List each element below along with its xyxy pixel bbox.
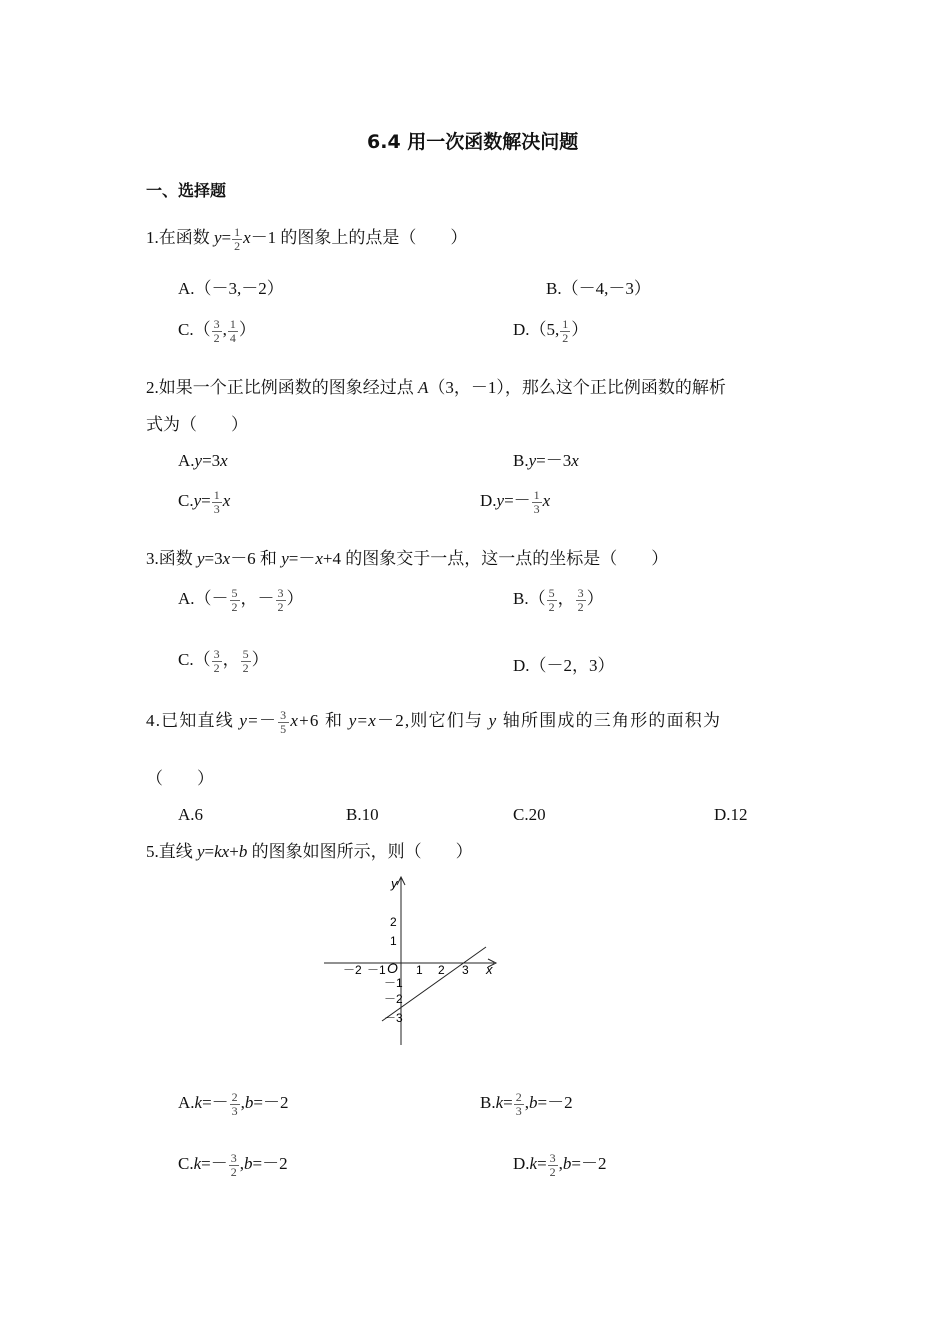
x-tick-label: 3 [462,963,469,977]
q3-option-b: B.（ $\frac{5}{2}$ ， $\frac{3}{2}$ ） [513,586,604,614]
q4-option-c: C.20 [513,805,546,824]
y-tick-label: 2 [390,915,397,929]
q1-option-c: C.（ $\frac{3}{2}$ , $\frac{1}{4}$ ） [178,317,256,345]
question-5-stem: 5.直线 y=kx+b 的图象如图所示，则（ ） [146,842,473,861]
q5-option-d: D.k= $\frac{3}{2}$ ,b=－2 [513,1151,607,1179]
q2-option-d: D.y=－ $\frac{1}{3}$ x [480,488,551,516]
q3-option-a: A.（－ $\frac{5}{2}$ ，－ $\frac{3}{2}$ ） [178,586,304,614]
q4-option-a: A.6 [178,805,204,824]
page-title: 6.4 用一次函数解决问题 [367,131,579,153]
y-tick-label: －1 [384,976,403,990]
question-4-stem-line2: （ ） [146,769,214,788]
x-axis-label: x [486,962,493,977]
question-2-stem: 2.如果一个正比例函数的图象经过点 A（3，－1），那么这个正比例函数的解析 [146,378,726,397]
x-tick-label: 2 [438,963,445,977]
x-tick-label: －2 [343,963,362,977]
question-2-stem-line2: 式为（ ） [146,415,248,434]
q2-option-b: B.y=－3x [513,451,579,470]
q5-option-b: B.k= $\frac{2}{3}$ ,b=－2 [480,1090,573,1118]
question-4-stem: 4.已知直线 y=－ $\frac{3}{5}$ x+6 和 y=x－2,则它们与 y 轴所围成的三角形的面积为 [146,708,722,736]
x-tick-label: －1 [367,963,386,977]
y-tick-label: 1 [390,934,397,948]
origin-label: O [387,960,398,976]
q3-option-d: D.（－2，3） [513,656,615,675]
q5-option-a: A.k=－ $\frac{2}{3}$ ,b=－2 [178,1090,289,1118]
q5-option-c: C.k=－ $\frac{3}{2}$ ,b=－2 [178,1151,288,1179]
q1-option-a: A.（－3,－2） [178,279,284,298]
q4-option-d: D.12 [714,805,748,824]
y-tick-label: －3 [384,1011,403,1025]
q1-option-b: B.（－4,－3） [546,279,651,298]
q2-option-c: C.y= $\frac{1}{3}$ x [178,488,231,516]
q3-option-c: C.（ $\frac{3}{2}$ ， $\frac{5}{2}$ ） [178,647,269,675]
y-axis-label: y [391,876,398,891]
fraction: $\frac{1}{2}$ [234,225,241,253]
section-heading: 一、选择题 [146,181,227,200]
line-graph [318,870,508,1048]
q2-option-a: A.y=3x [178,451,228,470]
q4-option-b: B.10 [346,805,379,824]
question-1-stem: 1.在函数 y= $\frac{1}{2}$ x－1 的图象上的点是（ ） [146,225,468,253]
q1-option-d: D.（5, $\frac{1}{2}$ ） [513,317,589,345]
question-3-stem: 3.函数 y=3x－6 和 y=－x+4 的图象交于一点，这一点的坐标是（ ） [146,549,669,568]
x-tick-label: 1 [416,963,423,977]
y-tick-label: －2 [384,992,403,1006]
